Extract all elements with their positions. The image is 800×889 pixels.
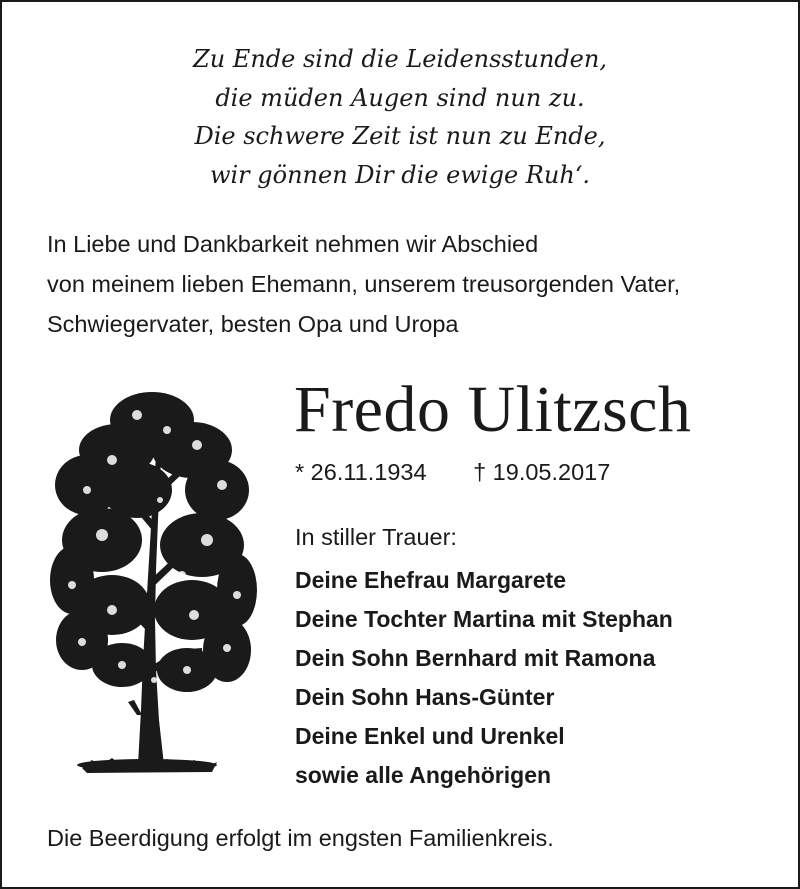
poem-line: Zu Ende sind die Leidensstunden,	[193, 45, 607, 73]
poem	[2, 40, 798, 194]
farewell-line: Schwiegervater, besten Opa und Uropa	[47, 311, 459, 337]
mourner-item: Dein Sohn Bernhard mit Ramona	[295, 645, 656, 671]
farewell-line: von meinem lieben Ehemann, unserem treusorgenden Vater,	[47, 271, 681, 297]
mourners-list	[295, 561, 673, 795]
birth-date: * 26.11.1934	[295, 459, 427, 485]
life-dates	[295, 457, 610, 487]
farewell-line: In Liebe und Dankbarkeit nehmen wir Abschied	[47, 231, 539, 257]
poem-line: wir gönnen Dir die ewige Ruh‘.	[209, 160, 591, 189]
mourner-item: Deine Ehefrau Margarete	[295, 567, 566, 593]
mourner-item: sowie alle Angehörigen	[295, 762, 552, 788]
mourner-item: Deine Tochter Martina mit Stephan	[295, 606, 673, 632]
deceased-name: Fredo Ulitzsch	[294, 373, 692, 446]
mourner-item: Dein Sohn Hans-Günter	[295, 684, 555, 710]
mourning-label: In stiller Trauer:	[295, 524, 457, 550]
poem-line: die müden Augen sind nun zu.	[215, 83, 585, 112]
death-date: † 19.05.2017	[473, 459, 611, 485]
mourner-item: Deine Enkel und Urenkel	[295, 723, 565, 749]
funeral-note: Die Beerdigung erfolgt im engsten Familienkreis.	[47, 825, 554, 851]
birch-tree-icon	[42, 380, 262, 780]
farewell-text	[47, 224, 787, 344]
poem-line: Die schwere Zeit ist nun zu Ende,	[194, 122, 606, 150]
